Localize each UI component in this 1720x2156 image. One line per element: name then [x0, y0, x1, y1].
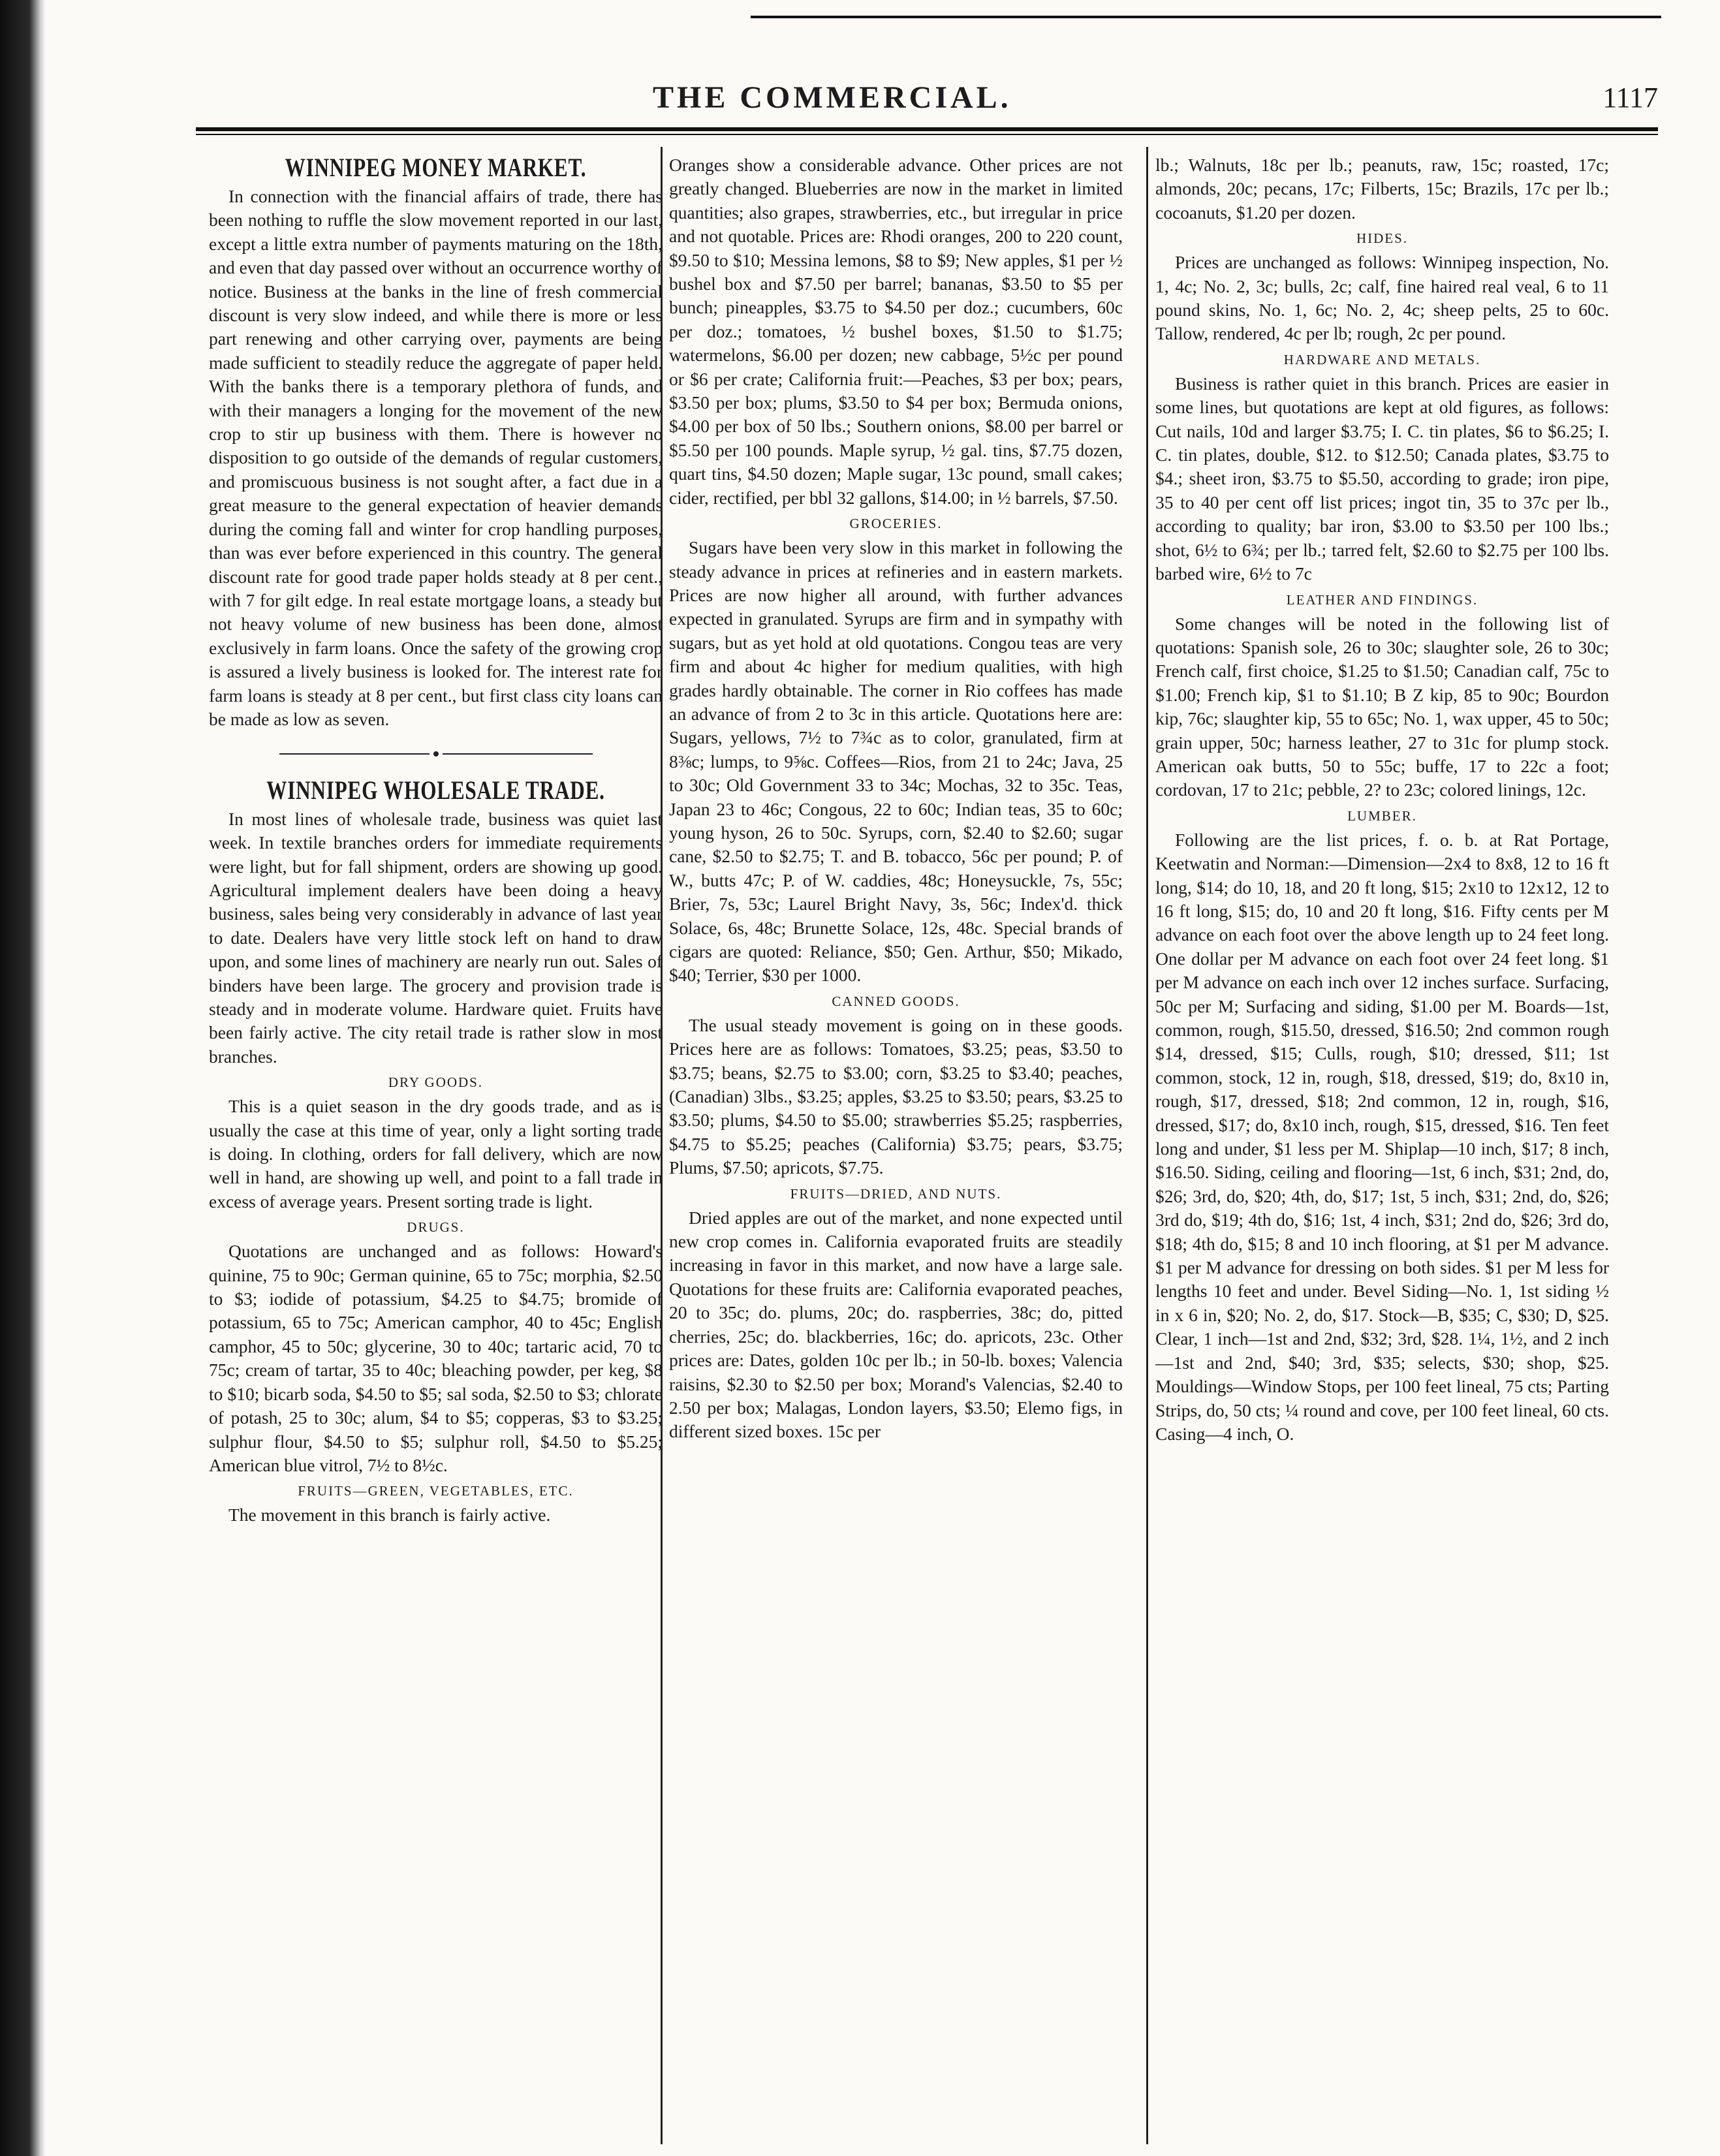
- section-heading: FRUITS—GREEN, VEGETABLES, ETC.: [298, 1483, 574, 1499]
- article-title: WINNIPEG WHOLESALE TRADE.: [266, 775, 605, 805]
- article-paragraph: In most lines of wholesale trade, business was quiet last week. In textile branches orders for immediate requirements were light, but for fall shipment, orders are showing up good. Agricultural implement dealers have been doing a heavy business, sales being very considerably in advance of last year to date. Dealers have very little stock left on hand to draw upon, and some lines of machinery are nearly run out. Sales of binders have been large. The grocery and provision trade is steady and in moderate volume. Hardware quiet. Fruits have been fairly active. The city retail trade is rather slow in most branches.: [209, 808, 663, 1067]
- scan-edge: [0, 0, 46, 2156]
- article-paragraph: Following are the list prices, f. o. b. at Rat Portage, Keetwatin and Norman:—Dimension—2x4 to 8x8, 12 to 16 ft long, $14; do 10, 18, and 20 ft long, $15; 2x10 to 12x12, 12 to 16 ft long, $15; do, 10 and 20 ft long, $16. Fifty cents per M advance on each foot over the above length up to 24 feet long. One dollar per M advance on each foot over 24 feet long. $1 per M advance on each inch over 12 inches surface. Surfacing, 50c per M; Surfacing and siding, $1.00 per M. Boards—1st, common, rough, $15.50, dressed, $16.50; 2nd common rough $14, dressed, $15; Culls, rough, $10; dressed, $11; 1st common, stock, 12 in, rough, $18, dressed, $19; do, 8x10 in, rough, $17, dressed, $18; 2nd common, 12 in, rough, $16, dressed, $17; do, 8x10 inch, rough, $15, dressed, $16. Ten feet long and under, $1 less per M. Shiplap—10 inch, $17; 8 inch, $16.50. Siding, ceiling and flooring—1st, 6 inch, $31; 2nd, do, $26; 3rd, do, $20; 4th, do, $17; 1st, 5 inch, $31; 2nd, do, $26; 3rd do, $19; 4th do, $16; 1st, 4 inch, $31; 2nd do, $26; 3rd do, $18; 4th do, $15; 8 and 10 inch flooring, at $1 per M advance. $1 per M advance for dressing on both sides. $1 per M less for lengths 10 feet and under. Bevel Siding—No. 1, 1st siding ½ in x 6 in, $20; No. 2, do, $17. Stock—B, $35; C, $30; D, $25. Clear, 1 inch—1st and 2nd, $32; 3rd, $28. 1¼, 1½, and 2 inch—1st and 2nd, $40; 3rd, $35; selects, $30; shop, $25. Mouldings—Window Stops, per 100 feet lineal, 75 cts; Parting Strips, do, 50 cts; ¼ round and cove, per 100 feet lineal, 60 cts. Casing—4 inch, O.: [1155, 829, 1609, 1444]
- column-1: [209, 153, 663, 2144]
- article-paragraph: The movement in this branch is fairly active.: [228, 1505, 551, 1525]
- column-3: [1155, 153, 1609, 2144]
- section-heading: GROCERIES.: [849, 516, 943, 532]
- article-paragraph: Prices are unchanged as follows: Winnipeg inspection, No. 1, 4c; No. 2, 3c; bulls, 2c; calf, fine haired real veal, 6 to 11 pound skins, No. 1, 6c; No. 2, 4c; sheep pelts, 25 to 60c. Tallow, rendered, 4c per lb; rough, 2c per pound.: [1155, 252, 1609, 344]
- column-divider: [1146, 147, 1148, 2144]
- section-heading: HIDES.: [1356, 230, 1409, 247]
- header-rule-thin: [196, 134, 1658, 135]
- article-title: WINNIPEG MONEY MARKET.: [285, 153, 587, 182]
- section-heading: LUMBER.: [1347, 807, 1417, 824]
- article-paragraph: Some changes will be noted in the following list of quotations: Spanish sole, 26 to 30c; slaughter sole, 26 to 30c; French calf, first choice, $1.25 to $1.50; Canadian calf, 75c to $1.00; French kip, $1 to $1.10; B Z kip, 85 to 90c; Bourdon kip, 76c; slaughter kip, 55 to 65c; No. 1, wax upper, 45 to 50c; grain upper, 50c; harness leather, 27 to 31c for plump stock. American oak butts, 50 to 55c; buffe, 17 to 22c a foot; cordovan, 17 to 21c; pebble, 2? to 23c; colored linings, 12c.: [1155, 613, 1609, 800]
- section-heading: DRY GOODS.: [388, 1074, 484, 1091]
- article-paragraph: Oranges show a considerable advance. Other prices are not greatly changed. Blueberries are now in the market in limited quantities; also grapes, strawberries, etc., but irregular in price and not quotable. Prices are: Rhodi oranges, 200 to 220 count, $9.50 to $10; Messina lemons, $8 to $9; New apples, $1 per ½ bushel box and $7.50 per barrel; bananas, $3.50 to $5 per bunch; pineapples, $3.75 to $4.50 per doz.; cucumbers, 60c per doz.; tomatoes, ½ bushel boxes, $1.50 to $1.75; watermelons, $6.00 per dozen; new cabbage, 5½c per pound or $6 per crate; California fruit:—Peaches, $3 per box; pears, $3.50 per box; plums, $3.50 to $4 per box; Bermuda onions, $4.00 per box of 50 lbs.; Southern onions, $8.00 per barrel or $5.50 per 100 pounds. Maple syrup, ½ gal. tins, $7.75 dozen, quart tins, $4.50 dozen; Maple sugar, 13c pound, small cakes; cider, rectified, per bbl 32 gallons, $14.00; in ½ barrels, $7.50.: [669, 155, 1123, 508]
- article-paragraph: Dried apples are out of the market, and none expected until new crop comes in. California evaporated fruits are steadily increasing in favor in this market, and now have a large sale. Quotations for these fruits are: California evaporated peaches, 20 to 35c; do. plums, 20c; do. raspberries, 38c; do, pitted cherries, 25c; do. blackberries, 16c; do. apricots, 23c. Other prices are: Dates, golden 10c per lb.; in 50-lb. boxes; Valencia raisins, $2.30 to $2.50 per box; Morand's Valencias, $2.40 to 2.50 per box; Malagas, London layers, $3.50; Elemo figs, in different sized boxes. 15c per: [669, 1207, 1123, 1442]
- article-paragraph: In connection with the financial affairs of trade, there has been nothing to ruffle the slow movement reported in our last, except a little extra number of payments maturing on the 18th, and even that day passed over without an occurrence worthy of notice. Business at the banks in the line of fresh commercial discount is very slow indeed, and while there is more or less part renewing and other carrying over, payments are being made sufficient to steadily reduce the aggregate of paper held. With the banks there is a temporary plethora of funds, and with their managers a longing for the movement of the new crop to stir up business with them. There is however no disposition to go outside of the demands of regular customers, and promiscuous business is not sought after, a fact due in a great measure to the general expectation of heavier demands during the coming fall and winter for crop handling purposes, than was ever before experienced in this country. The general discount rate for good trade paper holds steady at 8 per cent., with 7 for gilt edge. In real estate mortgage loans, a steady but not heavy volume of new business has been done, almost exclusively in farm loans. Once the safety of the growing crop is assured a lively business is looked for. The interest rate for farm loans is steady at 8 per cent., but first class city loans can be made as low as seven.: [209, 186, 663, 729]
- section-separator: [209, 740, 663, 764]
- column-2: [669, 153, 1123, 2144]
- article-paragraph: Quotations are unchanged and as follows: Howard's quinine, 75 to 90c; German quinine, 65 to 75c; morphia, $2.50 to $3; iodide of potassium, $4.25 to $4.75; bromide of potassium, 65 to 75c; American camphor, 40 to 45c; English camphor, 45 to 50c; glycerine, 30 to 40c; tartaric acid, 70 to 75c; cream of tartar, 35 to 40c; bleaching powder, per keg, $8 to $10; bicarb soda, $4.50 to $5; sal soda, $2.50 to $3; chlorate of potash, 25 to 30c; alum, $4 to $5; copperas, $3 to $3.25; sulphur flour, $4.50 to $5; sulphur roll, $4.50 to $5.25; American blue vitrol, 7½ to 8½c.: [209, 1241, 663, 1475]
- section-heading: HARDWARE AND METALS.: [1283, 351, 1481, 367]
- section-heading: FRUITS—DRIED, AND NUTS.: [790, 1185, 1002, 1202]
- article-paragraph: lb.; Walnuts, 18c per lb.; peanuts, raw, 15c; roasted, 17c; almonds, 20c; pecans, 17c; Filberts, 15c; Brazils, 17c per lb.; cocoanuts, $1.20 per dozen.: [1155, 155, 1609, 223]
- header-rule-thick: [196, 127, 1658, 131]
- masthead: THE COMMERCIAL.: [653, 80, 1012, 115]
- section-heading: LEATHER AND FINDINGS.: [1286, 591, 1478, 608]
- article-paragraph: The usual steady movement is going on in these goods. Prices here are as follows: Tomatoes, $3.25; peas, $3.50 to $3.75; beans, $2.75 to $3.00; corn, $3.25 to $3.40; peaches, (Canadian) 3lbs., $3.25; apples, $3.25 to $3.50; pears, $3.25 to $3.50; plums, $4.50 to $5.00; strawberries $5.25; raspberries, $4.75 to $5.25; peaches (California) $3.75; pears, $3.75; Plums, $7.50; apricots, $7.75.: [669, 1014, 1123, 1178]
- section-heading: CANNED GOODS.: [832, 993, 960, 1009]
- page-header: [196, 80, 1658, 125]
- page-number: 1117: [1603, 82, 1658, 114]
- article-paragraph: This is a quiet season in the dry goods trade, and as is usually the case at this time of year, only a light sorting trade is doing. In clothing, orders for fall delivery, which are now well in hand, are showing up well, and point to a fall trade in excess of average years. Present sorting trade is light.: [209, 1096, 663, 1211]
- article-paragraph: Business is rather quiet in this branch. Prices are easier in some lines, but quotations are kept at old figures, as follows: Cut nails, 10d and larger $3.75; I. C. tin plates, $6 to $6.25; I. C. tin plates, double, $12. to $12.50; Canada plates, $3.75 to $4.; sheet iron, $3.75 to $5.50, according to grade; iron pipe, 35 to 40 per cent off list prices; ingot tin, 35 to 37c per lb., according to quality; bar iron, $3.00 to $3.50 per 100 lbs.; shot, 6½ to 6¾; per lb.; tarred felt, $2.60 to $2.75 per 100 lbs. barbed wire, 6½ to 7c: [1155, 373, 1609, 584]
- article-paragraph: Sugars have been very slow in this market in following the steady advance in prices at refineries and in eastern markets. Prices are now higher all around, with further advances expected in granulated. Syrups are firm and in sympathy with sugars, but as yet hold at old quotations. Congou teas are very firm and about 4c higher for medium qualities, with high grades hardly obtainable. The corner in Rio coffees has made an advance of from 2 to 3c in this article. Quotations here are: Sugars, yellows, 7½ to 7¾c as to color, granulated, firm at 8⅜c; lumps, to 9⅝c. Coffees—Rios, from 21 to 24c; Java, 25 to 30c; Old Government 33 to 34c; Mochas, 32 to 35c. Teas, Japan 23 to 46c; Congous, 22 to 60c; Indian teas, 35 to 60c; young hyson, 26 to 50c. Syrups, corn, $2.40 to $2.60; sugar cane, $2.50 to $2.75; T. and B. tobacco, 56c per pound; P. of W., butts 47c; P. of W. caddies, 48c; Honeysuckle, 7s, 55c; Brier, 7s, 53c; Laurel Bright Navy, 3s, 56c; Index'd. thick Solace, 6s, 48c; Brunette Solace, 12s, 48c. Special brands of cigars are quoted: Reliance, $50; Gen. Arthur, $50; Mikado, $40; Terrier, $30 per 1000.: [669, 537, 1123, 986]
- top-rule: [751, 16, 1661, 18]
- section-heading: DRUGS.: [407, 1219, 465, 1236]
